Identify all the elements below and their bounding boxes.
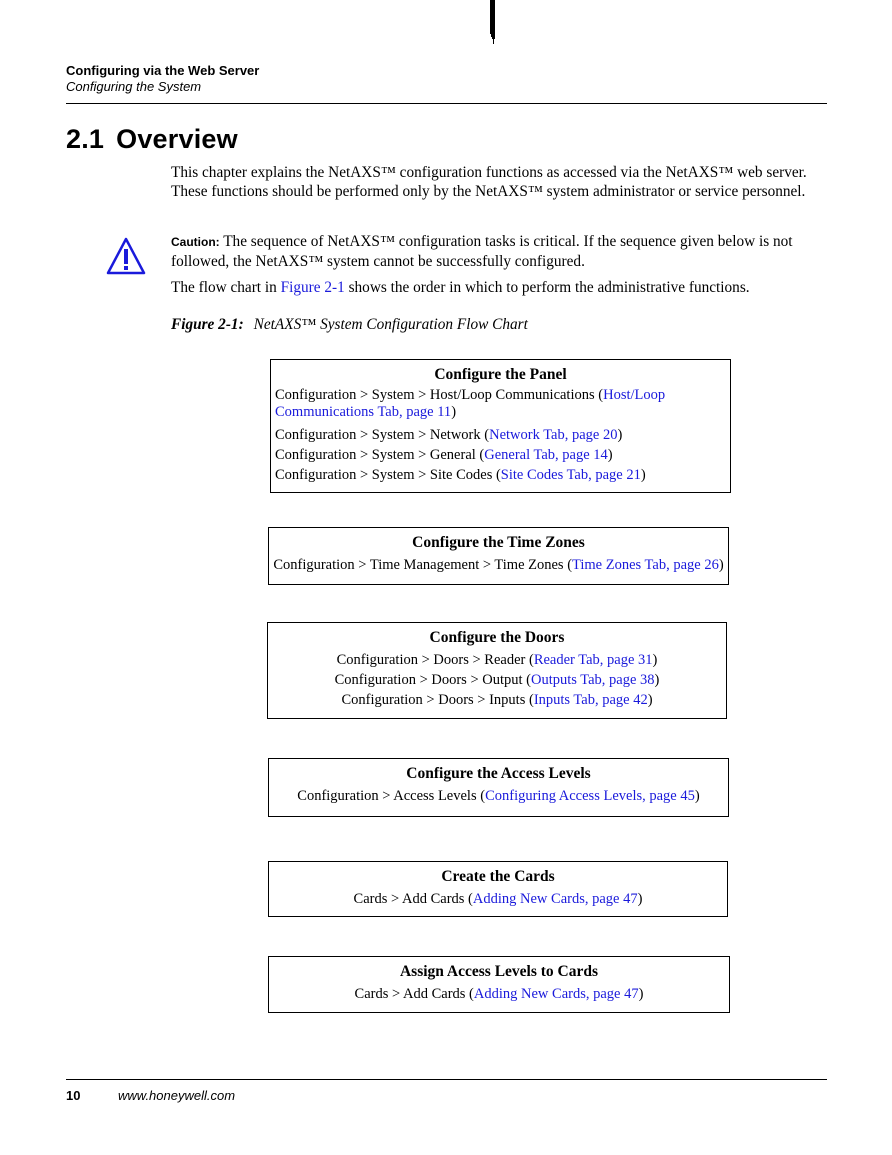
flowchart-step-line bbox=[271, 404, 730, 421]
menu-path-close: ) bbox=[652, 652, 658, 668]
figure-link[interactable]: Figure 2-1 bbox=[280, 279, 345, 296]
flowchart-step-line bbox=[268, 650, 726, 670]
flowchart-step bbox=[268, 527, 729, 585]
footer-url: www.honeywell.com bbox=[118, 1088, 236, 1103]
flowchart-step-line bbox=[268, 670, 726, 690]
page-number: 10 bbox=[66, 1088, 81, 1103]
cross-reference-link[interactable]: General Tab, page 14 bbox=[484, 447, 608, 463]
flowchart-step-title: Configure the Time Zones bbox=[412, 534, 585, 551]
flowchart-step-line bbox=[269, 984, 729, 1004]
flowchart-step-line bbox=[271, 425, 730, 445]
flowchart-step bbox=[268, 758, 729, 817]
cross-reference-link[interactable]: Site Codes Tab, page 21 bbox=[500, 467, 641, 483]
menu-path-close: ) bbox=[607, 447, 613, 463]
section-title: Overview bbox=[116, 124, 238, 154]
footer-rule bbox=[66, 1079, 827, 1080]
menu-path-text: Configuration > System > Host/Loop Communications ( bbox=[275, 387, 604, 403]
menu-path-text: Configuration > Doors > Inputs ( bbox=[341, 692, 534, 708]
cross-reference-link[interactable]: Inputs Tab, page 42 bbox=[533, 692, 648, 708]
cross-reference-link[interactable]: Network Tab, page 20 bbox=[489, 427, 618, 443]
flowchart-step bbox=[267, 622, 727, 719]
menu-path-text: Configuration > System > General ( bbox=[275, 447, 485, 463]
menu-path-close: ) bbox=[617, 427, 623, 443]
menu-path-text: Configuration > System > Network ( bbox=[275, 427, 490, 443]
cross-reference-link[interactable]: Configuring Access Levels, page 45 bbox=[485, 788, 695, 804]
flowchart-step bbox=[268, 861, 728, 917]
cross-reference-link[interactable]: Adding New Cards, page 47 bbox=[472, 891, 638, 907]
header-rule bbox=[66, 103, 827, 104]
flowchart-step-title: Assign Access Levels to Cards bbox=[399, 963, 599, 980]
menu-path-text: Configuration > Doors > Output ( bbox=[334, 672, 531, 688]
flowchart-step-title: Configure the Access Levels bbox=[406, 765, 591, 782]
flowchart-step-title: Create the Cards bbox=[441, 868, 555, 885]
menu-path-close: ) bbox=[694, 788, 700, 804]
flowchart-step-line bbox=[269, 786, 728, 806]
flowchart-step-line bbox=[271, 387, 730, 404]
caution-text: The sequence of NetAXS™ configuration tasks is critical. If the sequence given below is not followed, the NetAXS™ system cannot be successfully configured. bbox=[171, 233, 793, 270]
menu-path-close: ) bbox=[654, 672, 660, 688]
flowchart-step-line bbox=[268, 690, 726, 710]
cross-reference-link[interactable]: Time Zones Tab, page 26 bbox=[572, 557, 719, 573]
menu-path-close: ) bbox=[638, 986, 644, 1002]
caution-label: Caution: bbox=[171, 235, 220, 249]
menu-path-text: Configuration > Doors > Reader ( bbox=[336, 652, 534, 668]
flowchart-step-line bbox=[269, 555, 728, 575]
cross-reference-link[interactable]: Adding New Cards, page 47 bbox=[473, 986, 639, 1002]
flowchart-step-title: Configure the Panel bbox=[434, 366, 567, 383]
flowchart-step-line bbox=[271, 465, 730, 485]
menu-path-text: Configuration > Access Levels ( bbox=[297, 788, 486, 804]
menu-path-close: ) bbox=[451, 404, 457, 420]
menu-path-text: Cards > Add Cards ( bbox=[353, 891, 473, 907]
figure-caption bbox=[171, 316, 528, 334]
menu-path-text: Configuration > Time Management > Time Zones ( bbox=[273, 557, 573, 573]
section-heading bbox=[66, 124, 238, 155]
cross-reference-link[interactable]: Reader Tab, page 31 bbox=[533, 652, 653, 668]
running-header-subtitle: Configuring the System bbox=[66, 79, 202, 94]
menu-path-text: Cards > Add Cards ( bbox=[354, 986, 474, 1002]
running-header-title: Configuring via the Web Server bbox=[66, 63, 260, 78]
figure-number: Figure 2-1: bbox=[171, 316, 244, 333]
cross-reference-link[interactable]: Communications Tab, page 11 bbox=[275, 404, 452, 420]
menu-path-close: ) bbox=[647, 692, 653, 708]
flowchart-step-line bbox=[271, 445, 730, 465]
flow-text-before: The flow chart in bbox=[171, 279, 281, 296]
flowchart-connector bbox=[494, 0, 495, 39]
flowchart-step bbox=[268, 956, 730, 1013]
caution-note bbox=[171, 232, 827, 271]
flow-paragraph bbox=[171, 278, 827, 297]
menu-path-close: ) bbox=[718, 557, 724, 573]
flowchart-step-line bbox=[269, 889, 727, 909]
cross-reference-link[interactable]: Outputs Tab, page 38 bbox=[530, 672, 655, 688]
section-number: 2.1 bbox=[66, 124, 105, 154]
intro-paragraph: This chapter explains the NetAXS™ configuration functions as accessed via the NetAXS™ web server. These functions should be performed only by the NetAXS™ system administrator or service personnel. bbox=[171, 164, 807, 200]
warning-triangle-icon bbox=[106, 237, 146, 275]
figure-title: NetAXS™ System Configuration Flow Chart bbox=[253, 316, 528, 333]
menu-path-close: ) bbox=[640, 467, 646, 483]
menu-path-close: ) bbox=[637, 891, 643, 907]
menu-path-text: Configuration > System > Site Codes ( bbox=[275, 467, 501, 483]
flowchart-step bbox=[270, 359, 731, 493]
flowchart-step-title: Configure the Doors bbox=[429, 629, 565, 646]
cross-reference-link[interactable]: Host/Loop bbox=[603, 387, 666, 403]
flow-text-after: shows the order in which to perform the administrative functions. bbox=[344, 279, 750, 296]
